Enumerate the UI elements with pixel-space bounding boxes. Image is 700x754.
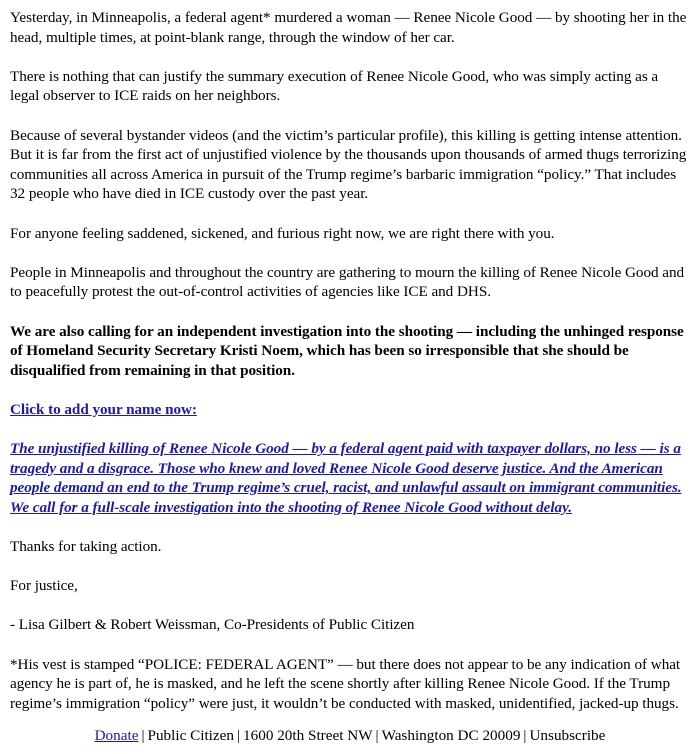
email-footer — [0, 726, 700, 746]
paragraph-context: Because of several bystander videos (and the victim’s particular profile), this killing is getting intense attention. But it is far from the first act of unjustified violence by the thousands upon thousands of armed thugs terrorizing communities all across America in pursuit of the Trump regime’s barbaric immigration “policy.” That includes 32 people who have died in ICE custody over the past year. — [10, 126, 687, 203]
footer-separator-4: | — [523, 727, 527, 745]
paragraph-justification: There is nothing that can justify the summary execution of Renee Nicole Good, who was simply acting as a legal observer to ICE raids on her neighbors. — [10, 67, 659, 105]
petition-statement — [10, 439, 688, 517]
paragraph-intro: Yesterday, in Minneapolis, a federal agent* murdered a woman — Renee Nicole Good — by shooting her in the head, multiple times, at point-blank range, through the window of her car. — [10, 9, 687, 46]
footer-org-name: Public Citizen — [147, 727, 234, 745]
cta-line — [10, 400, 690, 420]
paragraph-gatherings: People in Minneapolis and throughout the country are gathering to mourn the killing of Renee Nicole Good and to peacefully protest the out-of-control activities of agencies like ICE and DHS. — [10, 263, 685, 301]
donate-link[interactable]: Donate — [94, 727, 139, 745]
footer-separator-3: | — [375, 727, 379, 745]
footer-separator-1: | — [141, 727, 145, 745]
paragraph-signature: - Lisa Gilbert & Robert Weissman, Co-Presidents of Public Citizen — [10, 616, 415, 634]
paragraph-signoff: For justice, — [10, 577, 78, 595]
petition-text-link[interactable]: The unjustified killing of Renee Nicole Good — by a federal agent paid with taxpayer dollars, no less — is a tragedy and a disgrace. Those who knew and loved Renee Nicole Good deserve justice. And the American people demand an end to the Trump regime’s cruel, racist, and unlawful assault on immigrant communities. We call for a full-scale investigation into the shooting of Renee Nicole Good without delay. — [10, 440, 682, 516]
paragraph-thanks: Thanks for taking action. — [10, 538, 162, 556]
unsubscribe-link[interactable]: Unsubscribe — [529, 727, 606, 745]
footer-separator-2: | — [236, 727, 241, 745]
email-body — [10, 8, 690, 713]
paragraph-footnote: *His vest is stamped “POLICE: FEDERAL AGENT” — but there does not appear to be any indication of what agency he is part of, he is masked, and he left the scene shortly after killing Renee Nicole Good. If the Trump regime’s immigration “policy” were just, it wouldn’t be conducted with masked, unidentified, jacked-up thugs. — [10, 655, 681, 712]
paragraph-investigation-call: We are also calling for an independent investigation into the shooting — including the unhinged response of Homeland Security Secretary Kristi Noem, which has been so irresponsible that she should be disqualified from remaining in that position. — [10, 322, 684, 379]
paragraph-solidarity: For anyone feeling saddened, sickened, and furious right now, we are right there with you. — [10, 224, 555, 242]
footer-address-street: 1600 20th Street NW — [243, 727, 373, 745]
footer-address-city: Washington DC 20009 — [381, 727, 521, 745]
add-your-name-link[interactable]: Click to add your name now: — [10, 400, 197, 418]
